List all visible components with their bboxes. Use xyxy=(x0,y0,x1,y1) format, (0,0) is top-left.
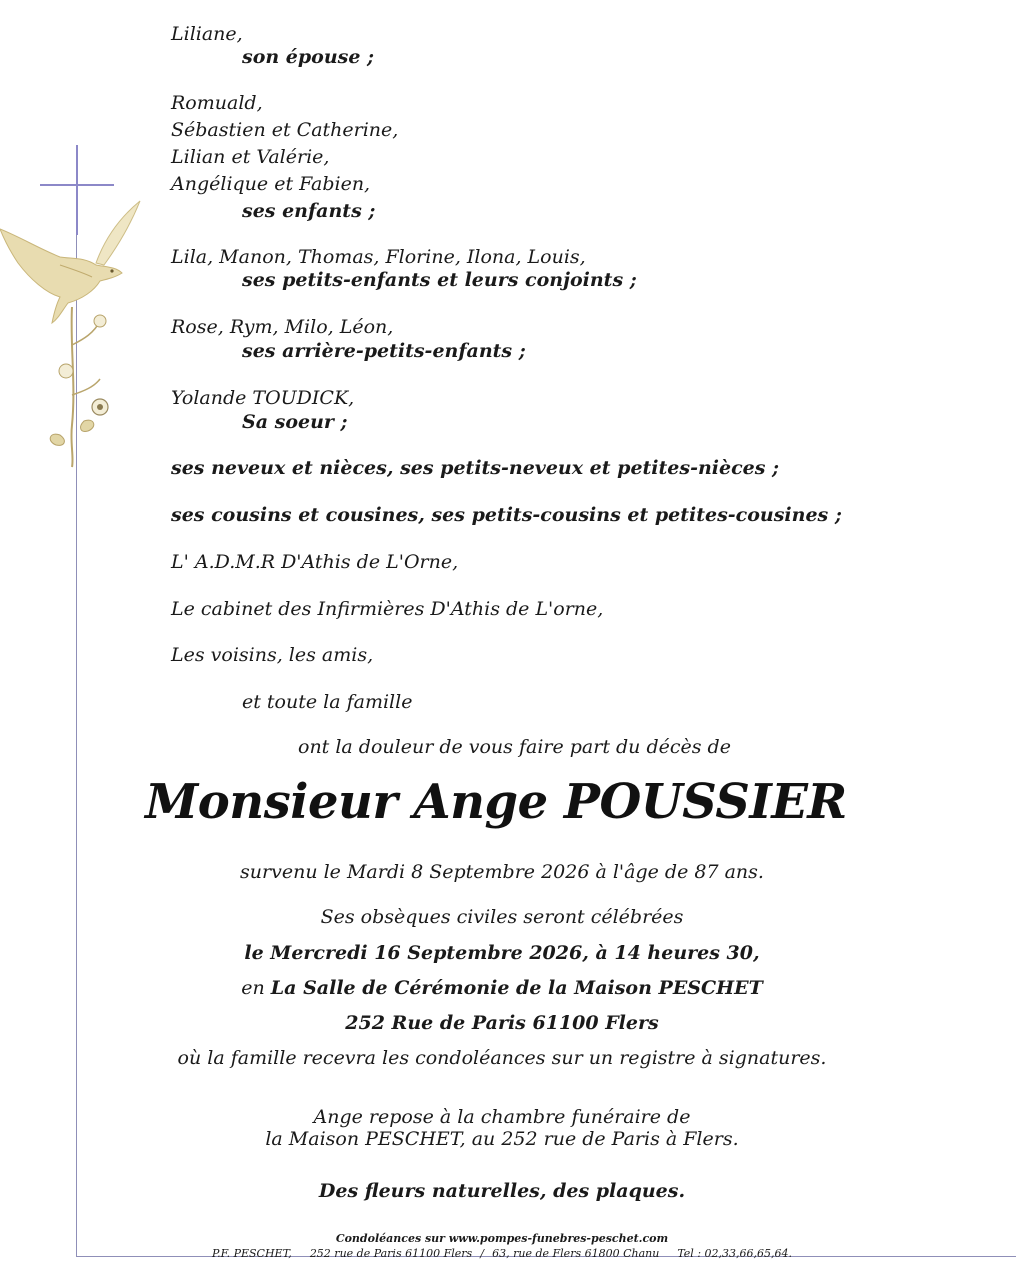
ceremony-date: le Mercredi 16 Septembre 2026, à 14 heures 30, xyxy=(244,942,760,964)
neighbors-line: Les voisins, les amis, xyxy=(171,644,374,666)
ceremony-place-prefix: en xyxy=(241,977,271,999)
nephews-line: ses neveux et nièces, ses petits-neveux et petites-nièces ; xyxy=(171,457,780,479)
rest-line-2: la Maison PESCHET, au 252 rue de Paris à Flers. xyxy=(265,1128,739,1150)
child-4: Angélique et Fabien, xyxy=(171,173,371,195)
spouse-role: son épouse ; xyxy=(242,46,375,68)
children-role: ses enfants ; xyxy=(242,200,376,222)
decoration-graphic xyxy=(0,195,150,470)
condolences-register: où la famille recevra les condoléances sur un registre à signatures. xyxy=(177,1047,827,1069)
great-grandchildren-names: Rose, Rym, Milo, Léon, xyxy=(171,316,394,338)
child-3: Lilian et Valérie, xyxy=(171,146,330,168)
dove-icon xyxy=(0,201,140,323)
ceremony-address: 252 Rue de Paris 61100 Flers xyxy=(345,1012,659,1034)
footer-condolences: Condoléances sur www.pompes-funebres-peschet.com xyxy=(335,1232,669,1245)
grandchildren-role: ses petits-enfants et leurs conjoints ; xyxy=(242,269,637,291)
child-2: Sébastien et Catherine, xyxy=(171,119,399,141)
sister-name: Yolande TOUDICK, xyxy=(171,387,355,409)
footer-address-1: 252 rue de Paris 61100 Flers xyxy=(309,1247,473,1260)
flowers-line: Des fleurs naturelles, des plaques. xyxy=(318,1180,686,1202)
ceremony-place: La Salle de Cérémonie de la Maison PESCHET xyxy=(270,977,763,999)
footer-phone: Tel : 02,33,66,65,64. xyxy=(677,1247,792,1260)
footer-separator: / xyxy=(480,1247,484,1260)
rest-line-1: Ange repose à la chambre funéraire de xyxy=(313,1106,691,1128)
deceased-name: Monsieur Ange POUSSIER xyxy=(145,774,847,830)
ceremony-intro: Ses obsèques civiles seront célébrées xyxy=(320,906,684,928)
footer-address-2: 63, rue de Flers 61800 Chanu xyxy=(492,1247,660,1260)
spouse-name: Liliane, xyxy=(171,23,243,45)
flower-stem-icon xyxy=(50,307,108,467)
cousins-line: ses cousins et cousines, ses petits-cousins et petites-cousines ; xyxy=(171,504,842,526)
ceremony-place-line xyxy=(0,979,1004,998)
footer-company: P.F. PESCHET, xyxy=(212,1247,292,1260)
footer-address-line xyxy=(212,1248,792,1259)
great-grandchildren-role: ses arrière-petits-enfants ; xyxy=(242,340,526,362)
admr-line: L' A.D.M.R D'Athis de L'Orne, xyxy=(171,551,459,573)
sister-role: Sa soeur ; xyxy=(242,411,348,433)
whole-family-line: et toute la famille xyxy=(242,691,413,713)
grandchildren-names: Lila, Manon, Thomas, Florine, Ilona, Louis, xyxy=(171,246,586,268)
announcement-intro: ont la douleur de vous faire part du décès de xyxy=(298,736,731,758)
death-info: survenu le Mardi 8 Septembre 2026 à l'âge de 87 ans. xyxy=(240,861,764,883)
child-1: Romuald, xyxy=(171,92,263,114)
nurses-line: Le cabinet des Infirmières D'Athis de L'orne, xyxy=(171,598,604,620)
